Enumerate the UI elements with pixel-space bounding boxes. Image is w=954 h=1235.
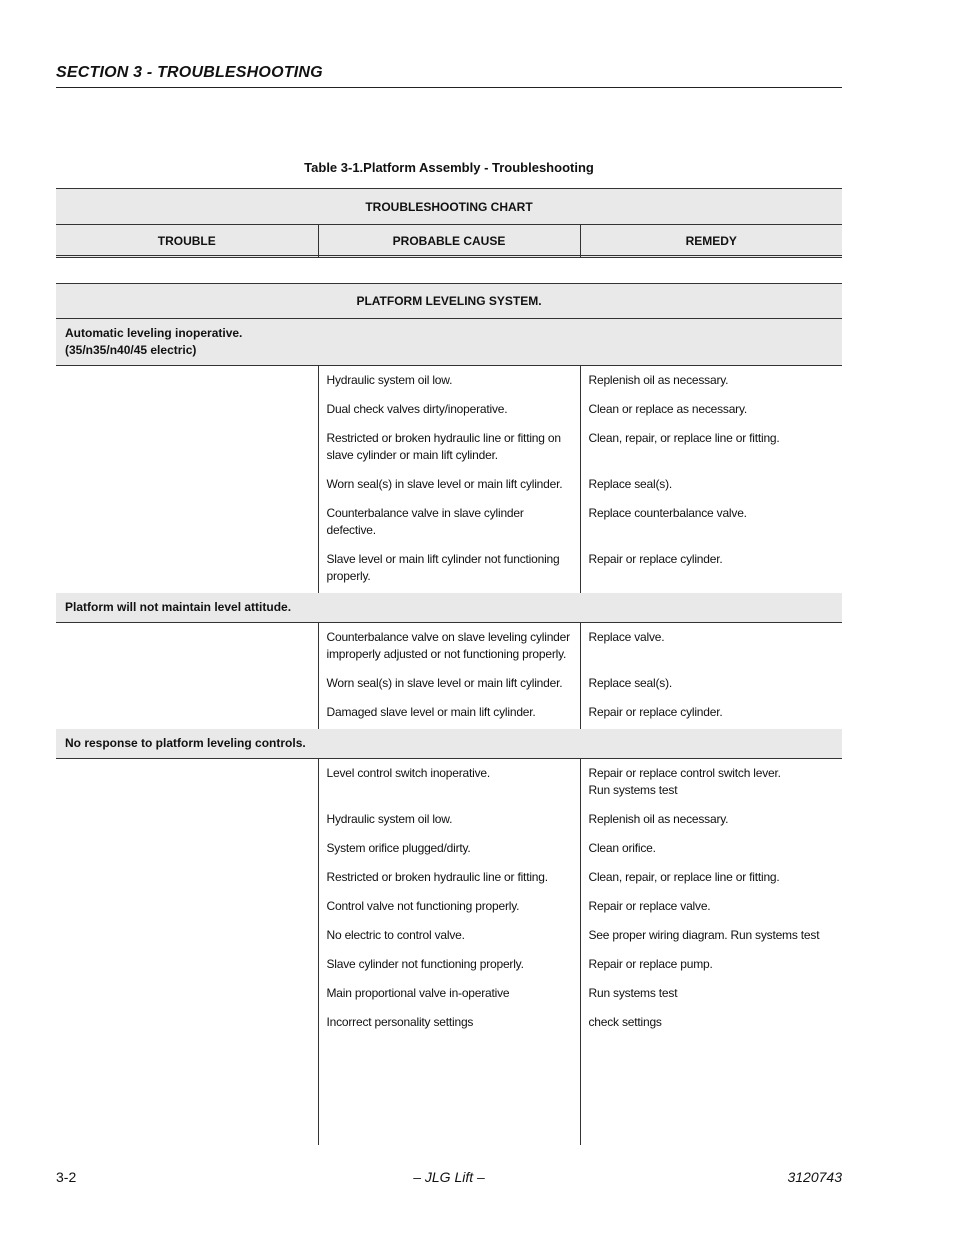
page-number: 3-2 xyxy=(56,1169,77,1185)
trouble-title xyxy=(56,319,842,366)
cause-line: No electric to control valve. xyxy=(326,928,465,942)
cause-line: Worn seal(s) in slave level or main lift cylinder. xyxy=(326,676,563,690)
cause-cell xyxy=(318,397,580,426)
cause-row xyxy=(56,1010,842,1039)
section-title: SECTION 3 - TROUBLESHOOTING xyxy=(56,64,323,81)
cause-row xyxy=(56,952,842,981)
cause-cell xyxy=(318,547,580,593)
trouble-cell xyxy=(56,894,318,923)
cause-cell xyxy=(318,923,580,952)
cause-cell xyxy=(318,807,580,836)
troubleshooting-table xyxy=(56,283,842,1145)
remedy-cell xyxy=(580,397,842,426)
cause-row xyxy=(56,547,842,593)
cause-row xyxy=(56,836,842,865)
remedy-line: Clean orifice. xyxy=(588,841,656,855)
trouble-cell xyxy=(56,472,318,501)
trouble-title xyxy=(56,729,842,759)
trouble-cell xyxy=(56,1010,318,1039)
remedy-line: Replace seal(s). xyxy=(588,676,673,690)
remedy-line: Repair or replace cylinder. xyxy=(588,705,723,719)
trouble-cell xyxy=(56,501,318,547)
remedy-cell xyxy=(580,865,842,894)
remedy-line: Replenish oil as necessary. xyxy=(588,373,729,387)
cause-cell xyxy=(318,426,580,472)
remedy-cell xyxy=(580,807,842,836)
trouble-cell xyxy=(56,397,318,426)
cause-line: System orifice plugged/dirty. xyxy=(326,841,471,855)
trouble-title-line: (35/n35/n40/45 electric) xyxy=(65,343,197,357)
remedy-cell xyxy=(580,501,842,547)
cause-line: Damaged slave level or main lift cylinder. xyxy=(326,705,536,719)
trouble-cell xyxy=(56,981,318,1010)
cause-row xyxy=(56,366,842,398)
cause-cell xyxy=(318,501,580,547)
remedy-line: Replace valve. xyxy=(588,630,665,644)
filler-cell xyxy=(318,1039,580,1145)
cause-cell xyxy=(318,836,580,865)
cause-line: Counterbalance valve in slave cylinder defective. xyxy=(326,506,524,537)
remedy-cell xyxy=(580,623,842,672)
cause-row xyxy=(56,981,842,1010)
trouble-cell xyxy=(56,671,318,700)
remedy-line: Clean or replace as necessary. xyxy=(588,402,748,416)
cause-line: Worn seal(s) in slave level or main lift cylinder. xyxy=(326,477,563,491)
remedy-line: Clean, repair, or replace line or fitting. xyxy=(588,870,780,884)
brand-name: – JLG Lift – xyxy=(413,1169,485,1185)
remedy-line: Replace counterbalance valve. xyxy=(588,506,747,520)
trouble-title xyxy=(56,593,842,623)
cause-line: Restricted or broken hydraulic line or fitting on xyxy=(326,431,561,445)
cause-cell xyxy=(318,952,580,981)
cause-line: Hydraulic system oil low. xyxy=(326,373,453,387)
remedy-line: Repair or replace pump. xyxy=(588,957,713,971)
cause-row xyxy=(56,807,842,836)
cause-line: properly. xyxy=(326,569,371,583)
remedy-cell xyxy=(580,366,842,398)
remedy-line: Clean, repair, or replace line or fitting. xyxy=(588,431,780,445)
remedy-line: Run systems test xyxy=(588,783,678,797)
remedy-cell xyxy=(580,923,842,952)
remedy-line: Run systems test xyxy=(588,986,678,1000)
trouble-cell xyxy=(56,836,318,865)
cause-row xyxy=(56,426,842,472)
cause-row xyxy=(56,759,842,808)
cause-cell xyxy=(318,894,580,923)
column-header-cause: PROBABLE CAUSE xyxy=(318,225,580,258)
trouble-cell xyxy=(56,952,318,981)
system-title: PLATFORM LEVELING SYSTEM. xyxy=(56,284,842,319)
remedy-cell xyxy=(580,1010,842,1039)
cause-line: Restricted or broken hydraulic line or fitting. xyxy=(326,870,548,884)
cause-cell xyxy=(318,759,580,808)
remedy-line: Replace seal(s). xyxy=(588,477,673,491)
cause-line: improperly adjusted or not functioning properly. xyxy=(326,647,567,661)
trouble-cell xyxy=(56,426,318,472)
trouble-cell xyxy=(56,366,318,398)
trouble-cell xyxy=(56,700,318,729)
cause-cell xyxy=(318,1010,580,1039)
cause-row xyxy=(56,397,842,426)
trouble-title-line: Automatic leveling inoperative. xyxy=(65,326,243,340)
trouble-cell xyxy=(56,759,318,808)
chart-title: TROUBLESHOOTING CHART xyxy=(56,189,842,225)
cause-row xyxy=(56,671,842,700)
filler-cell xyxy=(56,1039,318,1145)
trouble-cell xyxy=(56,807,318,836)
cause-line: Counterbalance valve on slave leveling cylinder xyxy=(326,630,570,644)
cause-cell xyxy=(318,472,580,501)
section-header xyxy=(56,64,842,88)
cause-cell xyxy=(318,671,580,700)
trouble-row xyxy=(56,319,842,366)
trouble-row xyxy=(56,729,842,759)
remedy-line: Replenish oil as necessary. xyxy=(588,812,729,826)
remedy-cell xyxy=(580,700,842,729)
filler-cell xyxy=(580,1039,842,1145)
remedy-line: check settings xyxy=(588,1015,662,1029)
remedy-cell xyxy=(580,836,842,865)
column-header-trouble: TROUBLE xyxy=(56,225,318,258)
cause-line: slave cylinder or main lift cylinder. xyxy=(326,448,498,462)
cause-cell xyxy=(318,623,580,672)
remedy-line: Repair or replace valve. xyxy=(588,899,711,913)
remedy-line: See proper wiring diagram. Run systems test xyxy=(588,928,820,942)
cause-line: Slave level or main lift cylinder not functioning xyxy=(326,552,560,566)
remedy-cell xyxy=(580,472,842,501)
cause-line: Dual check valves dirty/inoperative. xyxy=(326,402,508,416)
column-header-remedy: REMEDY xyxy=(580,225,842,258)
remedy-cell xyxy=(580,894,842,923)
remedy-line: Repair or replace control switch lever. xyxy=(588,766,781,780)
chart-header xyxy=(56,188,842,258)
header-divider xyxy=(56,255,842,256)
trouble-cell xyxy=(56,865,318,894)
remedy-cell xyxy=(580,952,842,981)
trouble-cell xyxy=(56,623,318,672)
remedy-cell xyxy=(580,981,842,1010)
cause-cell xyxy=(318,366,580,398)
trouble-row xyxy=(56,593,842,623)
cause-row xyxy=(56,700,842,729)
remedy-cell xyxy=(580,671,842,700)
trouble-title-line: Platform will not maintain level attitude. xyxy=(65,600,292,614)
cause-cell xyxy=(318,700,580,729)
cause-line: Level control switch inoperative. xyxy=(326,766,490,780)
cause-row xyxy=(56,923,842,952)
cause-cell xyxy=(318,865,580,894)
trouble-cell xyxy=(56,923,318,952)
cause-line: Incorrect personality settings xyxy=(326,1015,474,1029)
trouble-title-line: No response to platform leveling controls. xyxy=(65,736,306,750)
remedy-line: Repair or replace cylinder. xyxy=(588,552,723,566)
remedy-cell xyxy=(580,547,842,593)
cause-row xyxy=(56,865,842,894)
cause-line: Hydraulic system oil low. xyxy=(326,812,453,826)
cause-line: Slave cylinder not functioning properly. xyxy=(326,957,524,971)
cause-row xyxy=(56,623,842,672)
cause-row xyxy=(56,472,842,501)
cause-cell xyxy=(318,981,580,1010)
trouble-cell xyxy=(56,547,318,593)
remedy-cell xyxy=(580,426,842,472)
cause-line: Main proportional valve in-operative xyxy=(326,986,510,1000)
cause-line: Control valve not functioning properly. xyxy=(326,899,520,913)
document-number: 3120743 xyxy=(787,1169,842,1185)
filler-row xyxy=(56,1039,842,1145)
cause-row xyxy=(56,894,842,923)
cause-row xyxy=(56,501,842,547)
remedy-cell xyxy=(580,759,842,808)
table-caption: Table 3-1.Platform Assembly - Troubleshooting xyxy=(304,160,594,175)
